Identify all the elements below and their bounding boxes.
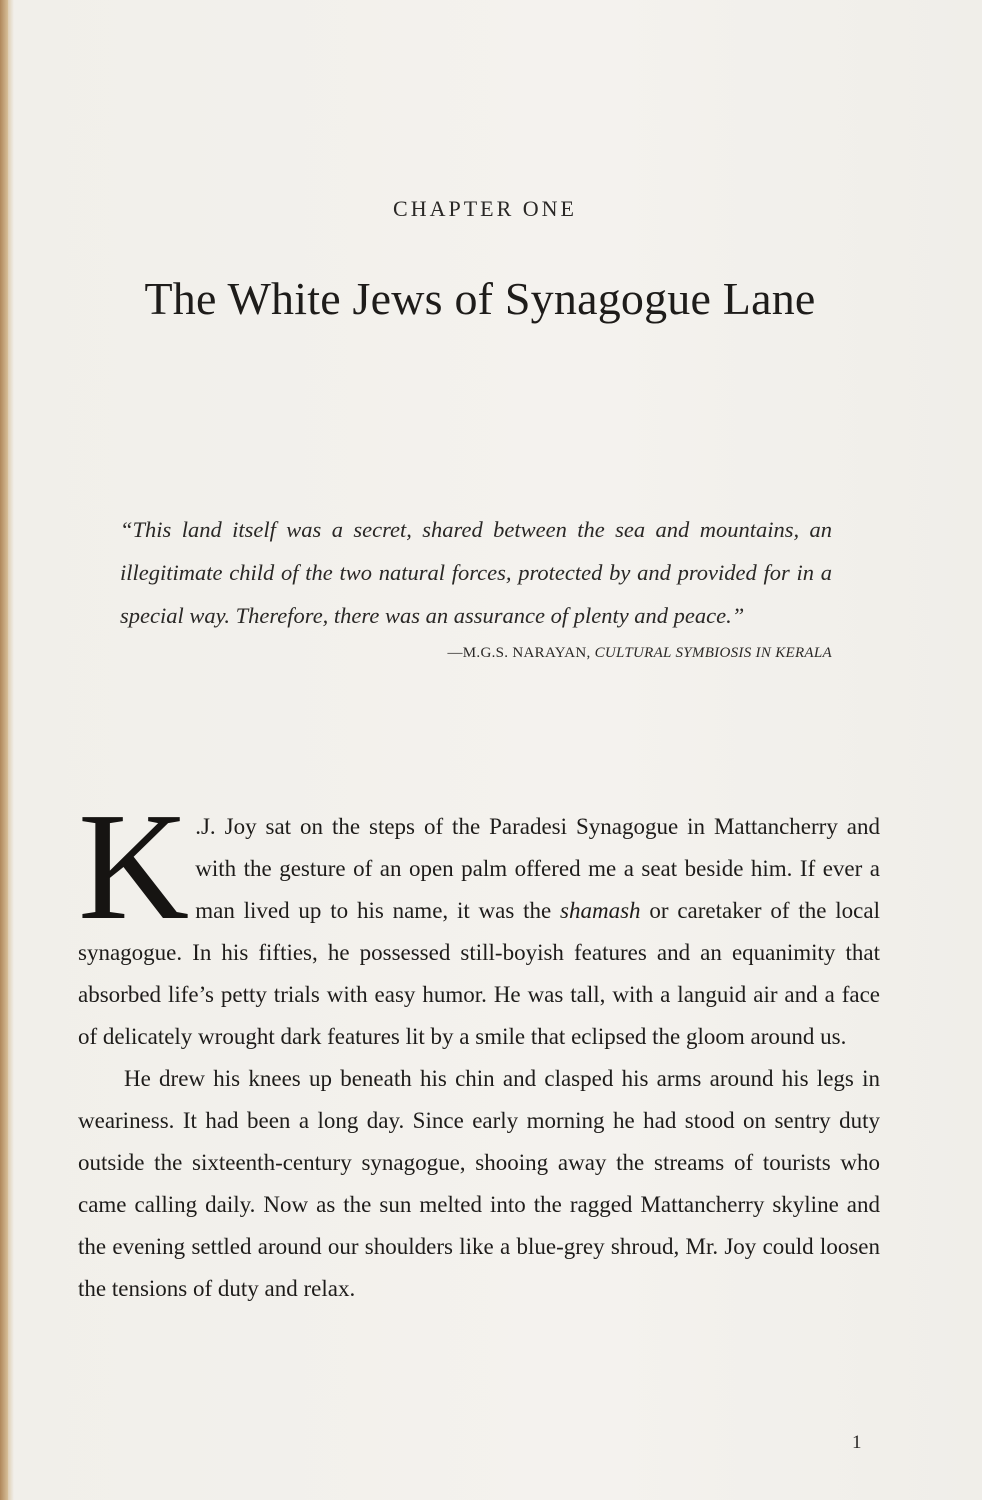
epigraph-attribution (120, 645, 832, 662)
page-edge (0, 0, 8, 1500)
paragraph-2: He drew his knees up beneath his chin and clasped his arms around his legs in weariness. It had been a long day. Since early morning he had stood on sentry duty outside the sixteenth-century synagogue, shooing away the streams of tourists who came calling daily. Now as the sun melted into the ragged Mattancherry skyline and the evening settled around our shoulders like a blue-grey shroud, Mr. Joy could loosen the tensions of duty and relax. (78, 1066, 880, 1301)
page-number: 1 (852, 1432, 862, 1453)
chapter-body (78, 782, 880, 1310)
paragraph-1-text-a: .J. Joy sat on the steps of the Paradesi Synagogue in Mattancherry and with the gesture of an open palm offered me a seat beside him. If ever a man lived up to his name, it was the (195, 814, 880, 923)
chapter-title: The White Jews of Synagogue Lane (144, 273, 816, 324)
paragraph-1-italic-term: shamash (560, 898, 641, 923)
epigraph-work: CULTURAL SYMBIOSIS IN KERALA (594, 645, 832, 661)
epigraph (120, 508, 832, 662)
epigraph-author: —M.G.S. NARAYAN, (447, 645, 595, 661)
epigraph-quote: “This land itself was a secret, shared between the sea and mountains, an illegitimate child of the two natural forces, protected by and provided for in a special way. Therefore, there was an assurance of plenty and peace.” (120, 517, 832, 628)
paragraph-1-text-b: or caretaker of the local synagogue. In his fifties, he possessed still-boyish features and an equanimity that absorbed life’s petty trials with easy humor. He was tall, with a languid air and a face of delicately wrought dark features lit by a smile that eclipsed the gloom around us. (78, 898, 880, 1049)
drop-cap: K (78, 782, 190, 952)
chapter-label: CHAPTER ONE (393, 196, 577, 221)
paragraph-1 (78, 782, 880, 1058)
